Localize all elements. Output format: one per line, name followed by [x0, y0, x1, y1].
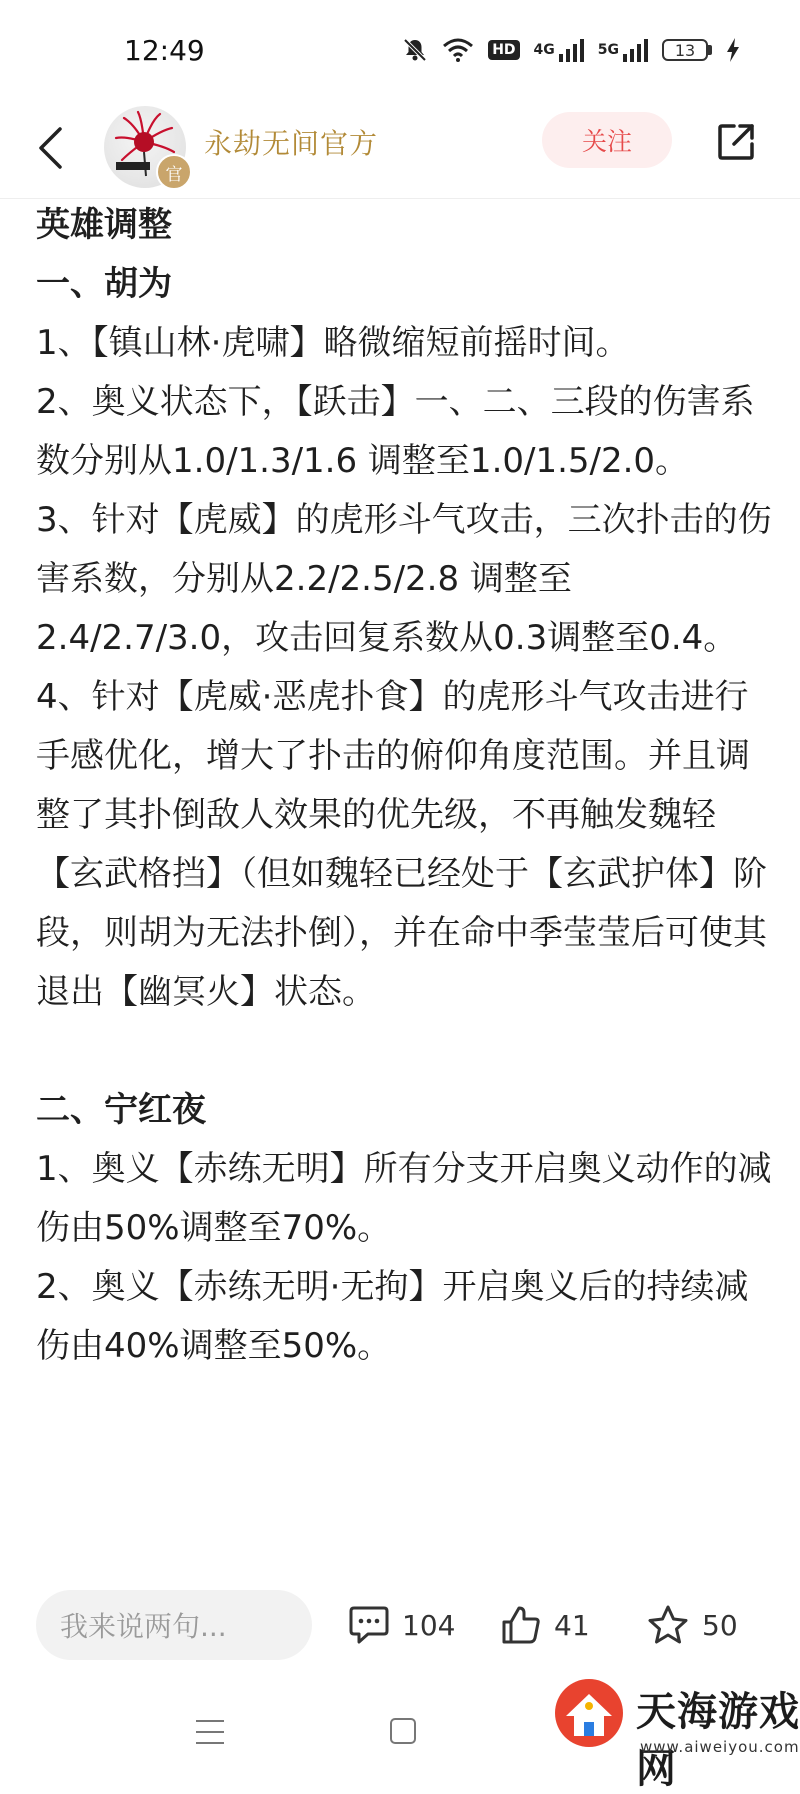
- paragraph: 2、奥义【赤练无明·无拘】开启奥义后的持续减伤由40%调整至50%。: [36, 1267, 749, 1366]
- home-icon[interactable]: [390, 1718, 416, 1744]
- account-name[interactable]: 永劫无间官方: [204, 127, 379, 160]
- watermark-logo-icon: [552, 1676, 626, 1750]
- thumbs-up-icon: [500, 1604, 542, 1646]
- wifi-icon: [442, 38, 474, 62]
- share-icon: [716, 122, 756, 162]
- favorites-count: 50: [702, 1608, 738, 1642]
- likes-count: 41: [554, 1608, 590, 1642]
- status-icons: [402, 34, 740, 66]
- paragraph: 3、针对【虎威】的虎形斗气攻击，三次扑击的伤害系数，分别从2.2/2.5/2.8 调整至2.4/2.7/3.0，攻击回复系数从0.3调整至0.4。: [36, 500, 772, 658]
- comments-count: 104: [402, 1608, 456, 1642]
- favorite-button[interactable]: [646, 1598, 738, 1652]
- share-button[interactable]: [712, 118, 760, 166]
- article-body: [36, 196, 778, 1376]
- action-bar: [0, 1580, 800, 1670]
- article-title: 英雄调整: [36, 205, 172, 245]
- paragraph-spacer: [36, 1022, 778, 1081]
- battery-icon: [662, 39, 712, 61]
- section-heading-huwei: 一、胡为: [36, 264, 172, 304]
- watermark-url: www.aiweiyou.com: [640, 1738, 800, 1756]
- mute-icon: [402, 37, 428, 63]
- star-icon: [646, 1604, 690, 1646]
- back-button[interactable]: [30, 118, 70, 178]
- paragraph: 4、针对【虎威·恶虎扑食】的虎形斗气攻击进行手感优化，增大了扑击的俯仰角度范围。并且调整了其扑倒敌人效果的优先级，不再触发魏轻【玄武格挡】（但如魏轻已经处于【玄武护体】阶段，则胡为无法扑倒），并在命中季莹莹后可使其退出【幽冥火】状态。: [36, 677, 767, 1012]
- follow-button[interactable]: 关注: [542, 112, 672, 168]
- charging-icon: [726, 38, 740, 62]
- signal-4g-icon: 4G: [534, 38, 584, 62]
- paragraph: 1、奥义【赤练无明】所有分支开启奥义动作的减伤由50%调整至70%。: [36, 1149, 772, 1248]
- comments-button[interactable]: [348, 1598, 455, 1652]
- watermark: [552, 1668, 800, 1792]
- comment-icon: [348, 1605, 390, 1645]
- header: [0, 100, 800, 199]
- comment-input[interactable]: 我来说两句...: [36, 1590, 312, 1660]
- menu-icon[interactable]: [196, 1720, 224, 1744]
- paragraph: 1、【镇山林·虎啸】略微缩短前摇时间。: [36, 323, 630, 363]
- watermark-name: 天海游戏网: [636, 1689, 800, 1792]
- signal-5g-icon: 5G: [598, 38, 648, 62]
- hd-icon: HD: [488, 40, 519, 60]
- section-heading-ninghongye: 二、宁红夜: [36, 1090, 206, 1130]
- battery-level: 13: [662, 39, 708, 61]
- chevron-left-icon: [36, 126, 64, 170]
- like-button[interactable]: [500, 1598, 590, 1652]
- status-time: 12:49: [124, 34, 205, 67]
- status-bar: [0, 0, 800, 100]
- official-badge: 官: [156, 154, 192, 190]
- paragraph: 2、奥义状态下，【跃击】一、二、三段的伤害系数分别从1.0/1.3/1.6 调整至1.0/1.5/2.0。: [36, 382, 755, 481]
